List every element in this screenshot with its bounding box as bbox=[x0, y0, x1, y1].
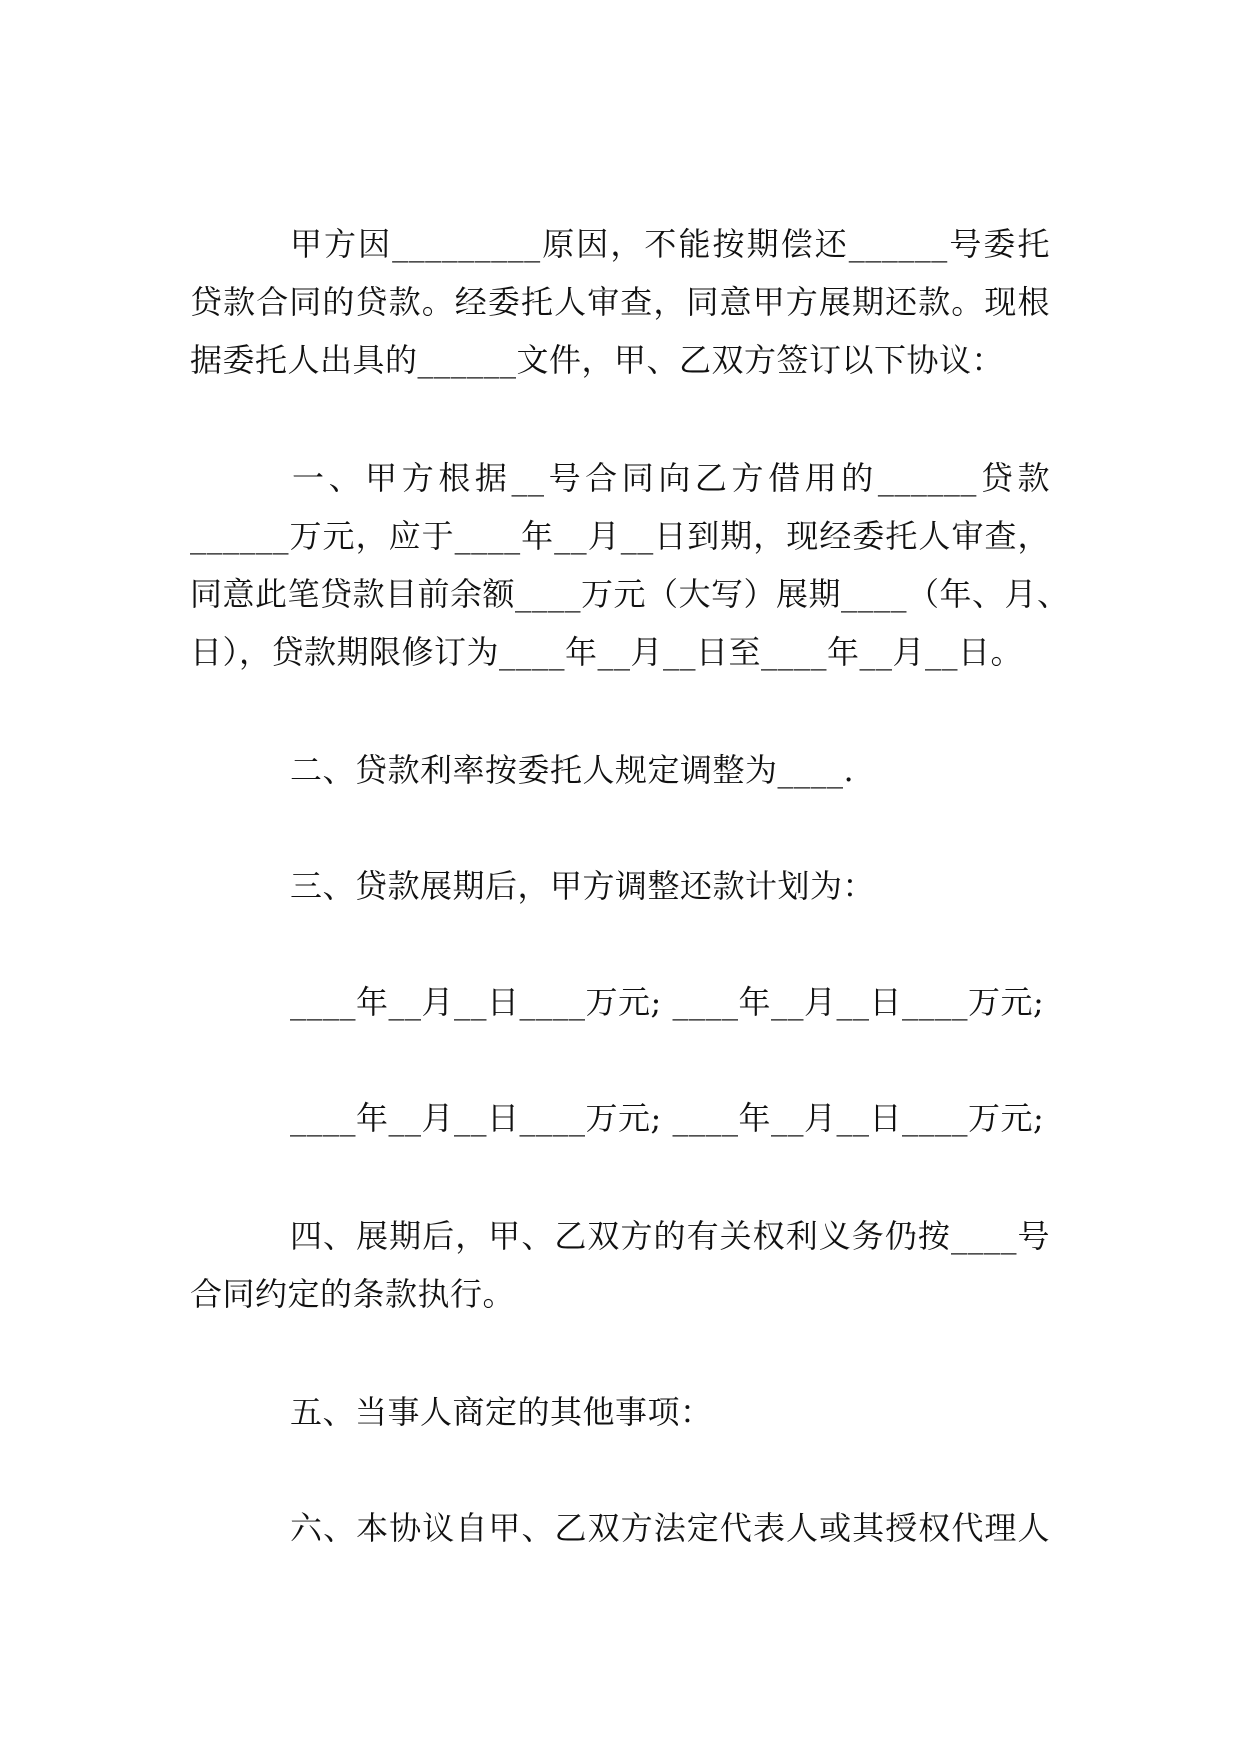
clause-3-line-1: 三、贷款展期后，甲方调整还款计划为： bbox=[290, 867, 876, 905]
clause-1-line-3: 同意此笔贷款目前余额____万元（大写）展期____（年、月、 bbox=[190, 575, 1070, 613]
clause-4-line-2: 合同约定的条款执行。 bbox=[190, 1275, 516, 1313]
clause-3-schedule-line-2: ____年__月__日____万元; ____年__月__日____万元; bbox=[290, 1099, 1045, 1137]
clause-5: 五、当事人商定的其他事项： bbox=[290, 1393, 713, 1431]
clause-2: 二、贷款利率按委托人规定调整为____. bbox=[290, 751, 855, 789]
clause-1-line-1: 一、甲方根据__号合同向乙方借用的______贷款 bbox=[292, 459, 1050, 497]
intro-line-3: 据委托人出具的______文件，甲、乙双方签订以下协议： bbox=[190, 341, 1005, 379]
clause-6: 六、本协议自甲、乙双方法定代表人或其授权代理人 bbox=[290, 1509, 1050, 1547]
intro-line-1: 甲方因_________原因，不能按期偿还______号委托 bbox=[290, 225, 1050, 263]
clause-4-line-1: 四、展期后，甲、乙双方的有关权利义务仍按____号 bbox=[290, 1217, 1050, 1255]
clause-1-line-2: ______万元，应于____年__月__日到期，现经委托人审查， bbox=[190, 517, 1050, 555]
intro-line-2: 贷款合同的贷款。经委托人审查，同意甲方展期还款。现根 bbox=[190, 283, 1050, 321]
clause-3-schedule-line-1: ____年__月__日____万元; ____年__月__日____万元; bbox=[290, 983, 1045, 1021]
clause-1-line-4: 日），贷款期限修订为____年__月__日至____年__月__日。 bbox=[190, 633, 1024, 671]
